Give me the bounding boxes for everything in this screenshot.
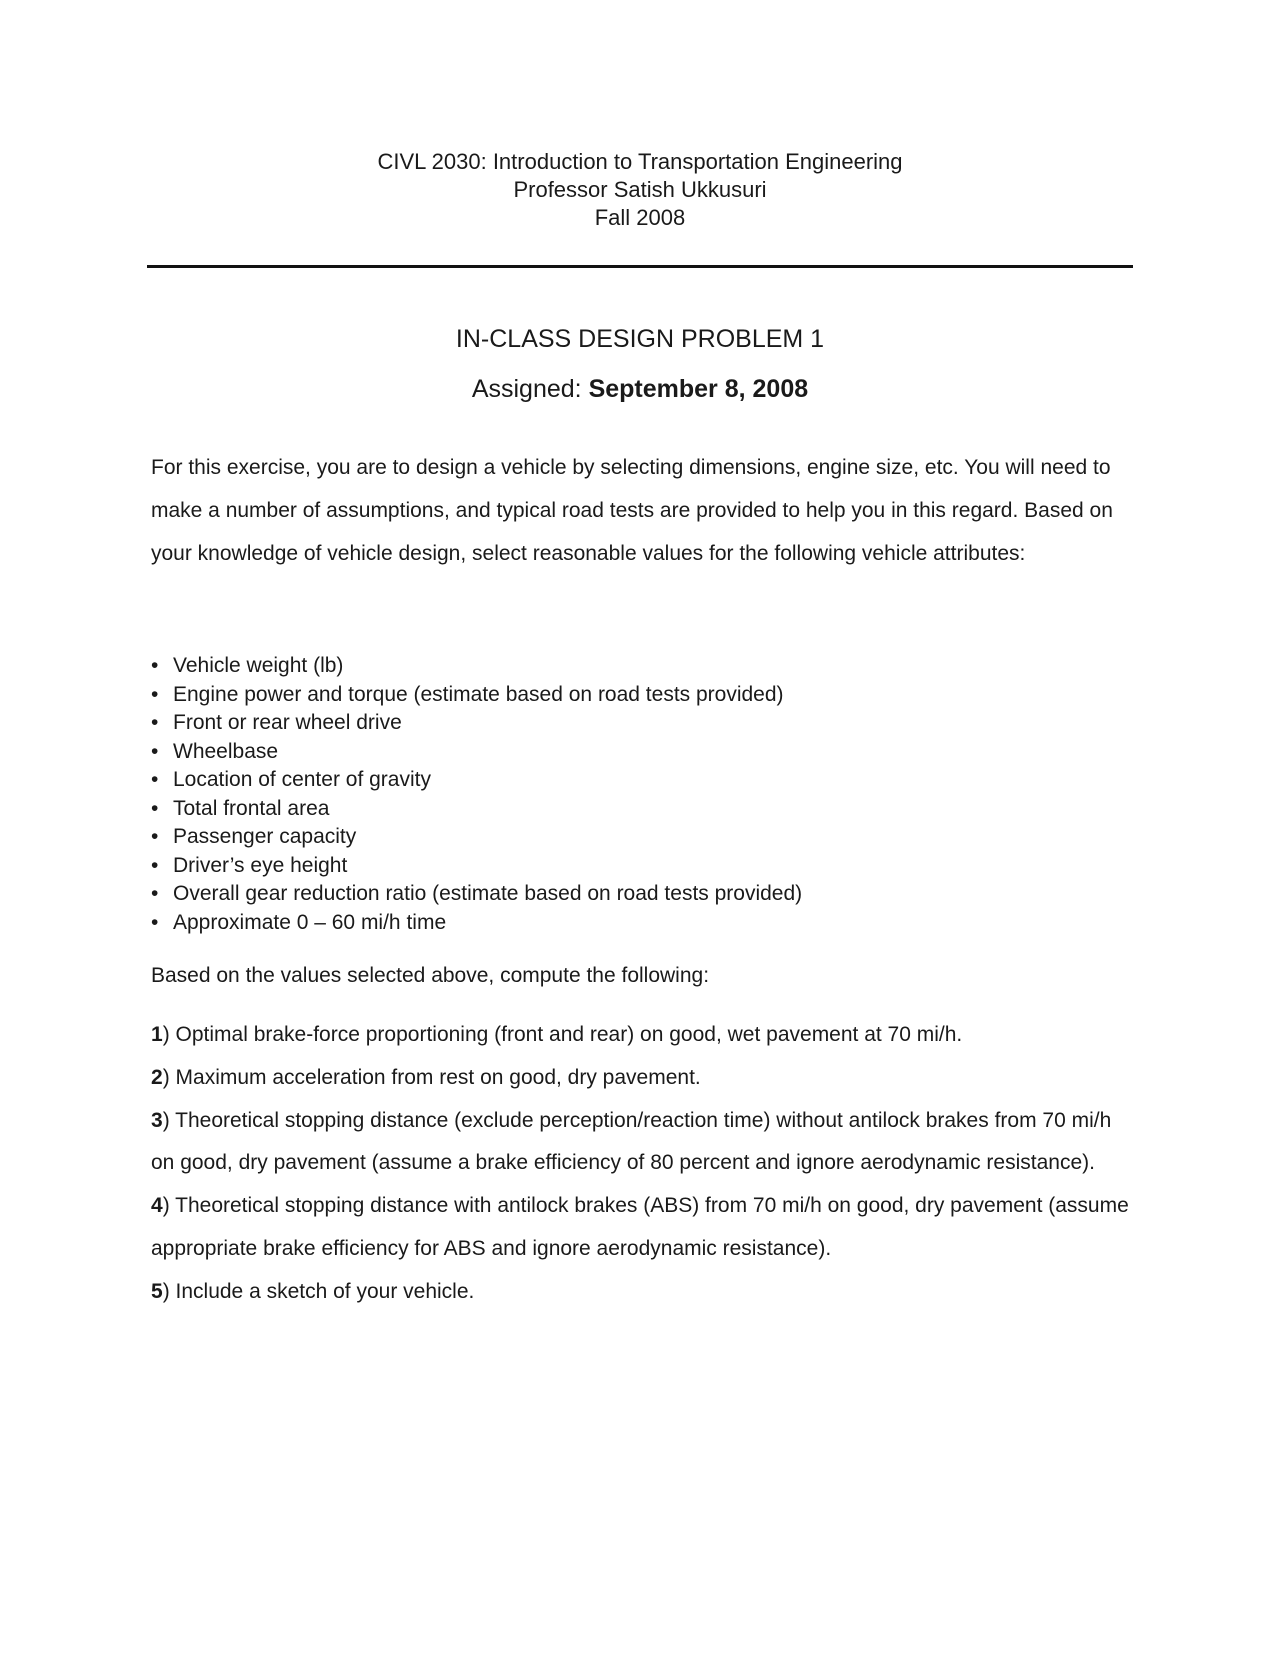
assigned-date: September 8, 2008 [588, 375, 809, 403]
attribute-list [151, 652, 1131, 937]
task-list [151, 1014, 1131, 1314]
assigned-line [0, 373, 1280, 405]
bullet-icon: • [151, 739, 159, 763]
bullet-icon: • [151, 825, 159, 848]
bullet-icon: • [151, 910, 159, 934]
task-item: 4) Theoretical stopping distance with antilock brakes (ABS) from 70 mi/h on good, dry pavement (assume appropriate brake efficiency for ABS and ignore aerodynamic resistance). [151, 1194, 1129, 1260]
bullet-icon: • [151, 882, 159, 905]
list-item: • Passenger capacity [151, 823, 1131, 852]
list-item: • Approximate 0 – 60 mi/h time [151, 909, 1131, 938]
task-item: 5) Include a sketch of your vehicle. [151, 1279, 475, 1303]
list-item: • Wheelbase [151, 738, 1131, 767]
task-item: 1) Optimal brake-force proportioning (front and rear) on good, wet pavement at 70 mi/h. [151, 1023, 963, 1046]
list-item: • Vehicle weight (lb) [151, 652, 1131, 681]
assigned-label: Assigned: [471, 375, 582, 403]
term: Fall 2008 [594, 205, 686, 230]
bullet-icon: • [151, 682, 159, 706]
intro-paragraph [151, 446, 1131, 575]
list-item: • Location of center of gravity [151, 766, 1131, 795]
intro-text: For this exercise, you are to design a vehicle by selecting dimensions, engine size, etc. You will need to make a number of assumptions, and typical road tests are provided to help you in this regard. Based on your knowledge of vehicle design, select reasonable values for the following vehicle attributes: [151, 456, 1113, 565]
problem-title: IN-CLASS DESIGN PROBLEM 1 [455, 325, 825, 353]
task-number: 1 [151, 1023, 163, 1046]
task-number: 2 [151, 1065, 163, 1089]
list-item: • Overall gear reduction ratio (estimate based on road tests provided) [151, 880, 1131, 909]
bullet-icon: • [151, 853, 159, 877]
compute-intro: Based on the values selected above, compute the following: [151, 964, 710, 987]
list-item: • Driver’s eye height [151, 852, 1131, 881]
list-item: • Engine power and torque (estimate based on road tests provided) [151, 681, 1131, 710]
task-item: 2) Maximum acceleration from rest on good, dry pavement. [151, 1065, 701, 1089]
task-item: 3) Theoretical stopping distance (exclude perception/reaction time) without antilock brakes from 70 mi/h on good, dry pavement (assume a brake efficiency of 80 percent and ignore aerodynamic resistance). [151, 1108, 1112, 1175]
header-divider [147, 265, 1133, 268]
course-title: CIVL 2030: Introduction to Transportation Engineering [377, 149, 903, 174]
bullet-icon: • [151, 654, 159, 677]
task-number: 5 [151, 1279, 163, 1303]
list-item: • Front or rear wheel drive [151, 709, 1131, 738]
task-number: 3 [151, 1108, 163, 1132]
bullet-icon: • [151, 711, 159, 734]
course-header [0, 148, 1280, 232]
list-item: • Total frontal area [151, 795, 1131, 824]
bullet-icon: • [151, 796, 159, 820]
task-number: 4 [151, 1194, 163, 1218]
bullet-icon: • [151, 768, 159, 791]
professor-name: Professor Satish Ukkusuri [513, 177, 767, 202]
